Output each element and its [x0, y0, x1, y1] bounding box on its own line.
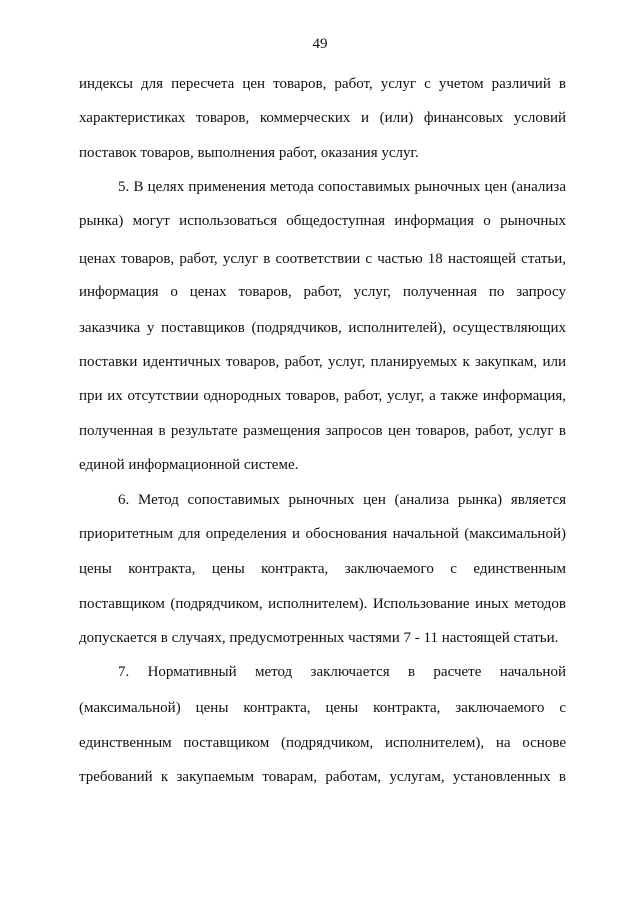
text-line: единой информационной системе.: [79, 457, 299, 473]
text-line: при их отсутствии однородных товаров, работ, услуг, а также информация,: [79, 388, 566, 404]
text-line: полученная в результате размещения запросов цен товаров, работ, услуг в: [79, 423, 566, 439]
text-line: рынка) могут использоваться общедоступная информация о рыночных: [79, 213, 566, 229]
text-line: единственным поставщиком (подрядчиком, исполнителем), на основе: [79, 735, 566, 751]
text-line: индексы для пересчета цен товаров, работ, услуг с учетом различий в: [79, 76, 566, 92]
text-line: информация о ценах товаров, работ, услуг, полученная по запросу: [79, 284, 566, 300]
text-line: ценах товаров, работ, услуг в соответствии с частью 18 настоящей статьи,: [79, 251, 566, 267]
paragraph-5-first-line: 5. В целях применения метода сопоставимых рыночных цен (анализа: [118, 179, 566, 195]
paragraph-7-first-line: 7. Нормативный метод заключается в расчете начальной: [118, 664, 566, 680]
text-line: поставки идентичных товаров, работ, услуг, планируемых к закупкам, или: [79, 354, 566, 370]
text-line: приоритетным для определения и обоснования начальной (максимальной): [79, 526, 566, 542]
text-line: требований к закупаемым товарам, работам, услугам, установленных в: [79, 769, 566, 785]
page-number: 49: [312, 36, 328, 52]
paragraph-6-first-line: 6. Метод сопоставимых рыночных цен (анализа рынка) является: [118, 492, 566, 508]
text-line: (максимальной) цены контракта, цены контракта, заключаемого с: [79, 700, 566, 716]
text-line: допускается в случаях, предусмотренных частями 7 - 11 настоящей статьи.: [79, 630, 559, 646]
text-line: поставщиком (подрядчиком, исполнителем). Использование иных методов: [79, 596, 566, 612]
text-line: характеристиках товаров, коммерческих и (или) финансовых условий: [79, 110, 566, 126]
text-line: заказчика у поставщиков (подрядчиков, исполнителей), осуществляющих: [79, 320, 566, 336]
text-line: поставок товаров, выполнения работ, оказания услуг.: [79, 145, 419, 161]
text-line: цены контракта, цены контракта, заключаемого с единственным: [79, 561, 566, 577]
